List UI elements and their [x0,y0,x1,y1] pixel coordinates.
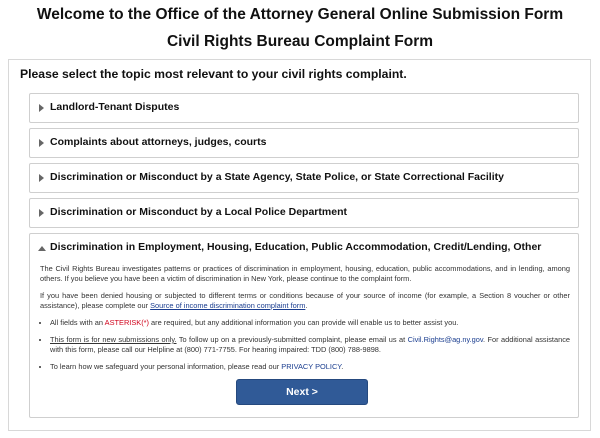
list-text: To follow up on a previously-submitted complaint, please email us at [176,335,408,344]
topic-label: Discrimination or Misconduct by a State Agency, State Police, or State Correctional Facility [50,171,504,183]
caret-right-icon [39,139,44,147]
list-text: All fields with an [50,318,105,327]
caret-right-icon [39,104,44,112]
topic-attorneys-judges-courts[interactable] [29,128,579,158]
topic-selection-panel [8,59,591,431]
topic-label: Discrimination or Misconduct by a Local Police Department [50,206,347,218]
instructions-list [40,318,570,372]
topic-header[interactable] [30,164,578,194]
next-button[interactable]: Next > [236,379,368,405]
page-subtitle: Civil Rights Bureau Complaint Form [166,33,434,50]
list-text: are required, but any additional information you can provide will enable us to better assist you. [149,318,459,327]
caret-right-icon [39,174,44,182]
page-title: Welcome to the Office of the Attorney General Online Submission Form [36,6,564,23]
topic-label: Complaints about attorneys, judges, courts [50,136,267,148]
privacy-policy-link[interactable]: PRIVACY POLICY [281,362,342,371]
caret-down-icon [38,246,46,251]
topic-header[interactable] [30,234,578,264]
list-item [50,335,570,355]
topic-landlord-tenant[interactable] [29,93,579,123]
topic-header[interactable] [30,129,578,159]
paragraph-text: . [305,301,308,310]
topic-state-agency[interactable] [29,163,579,193]
list-text: . For additional assistance with this form, please call our Helpline at (800) 771-7755. For hearing impaired: TDD (800) 788-9898. [50,335,570,354]
list-text: . [341,362,344,371]
new-submissions-note: This form is for new submissions only. [50,335,177,344]
topic-header[interactable] [30,94,578,124]
topic-header[interactable] [30,199,578,229]
paragraph-text: If you have been denied housing or subjected to different terms or conditions because of your source of income (for example, a Section 8 voucher or other assistance), please complete our [40,291,570,310]
asterisk-label: ASTERISK(*) [104,318,149,327]
topic-details [40,264,570,379]
list-item [50,318,570,328]
caret-right-icon [39,209,44,217]
list-item [50,362,570,372]
source-of-income-paragraph [40,291,570,311]
list-text: To learn how we safeguard your personal information, please read our [50,362,282,371]
topic-local-police[interactable] [29,198,579,228]
topic-label: Landlord-Tenant Disputes [50,101,180,113]
intro-paragraph: The Civil Rights Bureau investigates patterns or practices of discrimination in employment, housing, education, public accommodations, and in lending, among others. If you believe you have been a victim of discrimination in New York, please continue to the complaint form. [40,264,570,283]
topic-label: Discrimination in Employment, Housing, Education, Public Accommodation, Credit/Lending, Other [50,241,542,253]
source-of-income-form-link[interactable]: Source of income discrimination complaint form [150,301,306,310]
email-link[interactable]: Civil.Rights@ag.ny.gov [407,335,484,344]
topic-prompt: Please select the topic most relevant to your civil rights complaint. [20,67,407,81]
